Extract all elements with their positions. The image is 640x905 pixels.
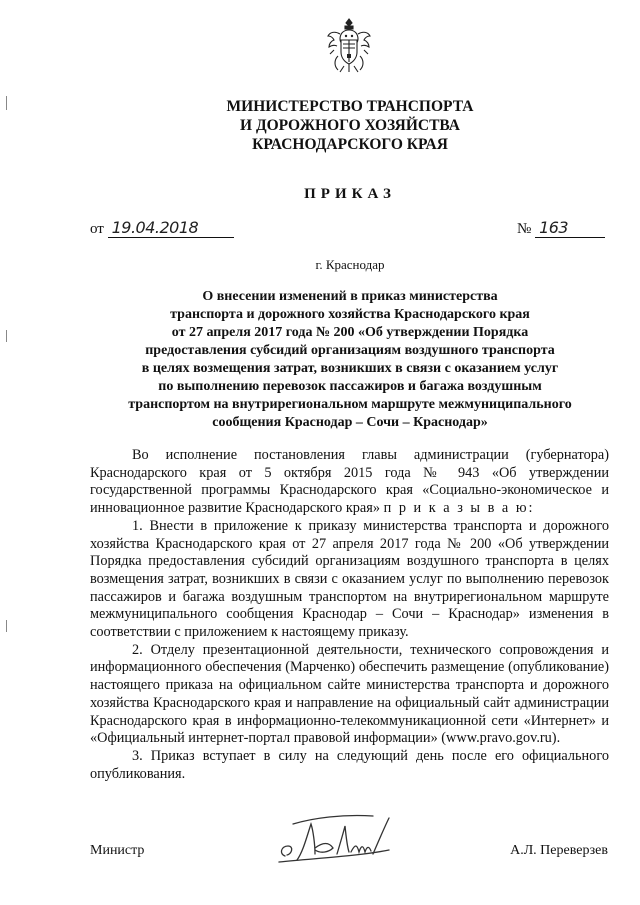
document-type-title: ПРИКАЗ bbox=[304, 186, 396, 202]
subject-line: в целях возмещения затрат, возникших в связи с оказанием услуг bbox=[141, 361, 559, 376]
scan-edge-mark bbox=[6, 620, 7, 632]
signer-position: Министр bbox=[90, 843, 145, 858]
number-prefix: № bbox=[517, 221, 532, 237]
subject-line: О внесении изменений в приказ министерства bbox=[202, 289, 498, 304]
subject-line: предоставления субсидий организациям воздушного транспорта bbox=[145, 343, 555, 358]
signer-name: А.Л. Переверзев bbox=[510, 843, 608, 858]
order-word: п р и к а з ы в а ю: bbox=[383, 500, 535, 517]
city-name: г. Краснодар bbox=[315, 257, 385, 272]
order-body bbox=[90, 447, 609, 783]
handwritten-signature bbox=[275, 808, 415, 866]
intro-text: Во исполнение постановления главы администрации (губернатора) Краснодарского края от 5 октября 2015 года № 943 «Об утверждении государственной программы Краснодарского края «Социально-экономическое и инновационное развитие Краснодарского края» bbox=[90, 447, 609, 517]
ministry-name bbox=[150, 97, 550, 154]
handwritten-date: 19.04.2018 bbox=[108, 218, 234, 238]
date-prefix: от bbox=[90, 221, 104, 237]
ministry-line: КРАСНОДАРСКОГО КРАЯ bbox=[252, 136, 448, 153]
scan-edge-mark bbox=[6, 96, 7, 110]
order-date bbox=[90, 218, 234, 238]
subject-line: сообщения Краснодар – Сочи – Краснодар» bbox=[212, 415, 488, 430]
handwritten-number: 163 bbox=[535, 218, 605, 238]
order-item-2: 2. Отделу презентационной деятельности, технического сопровождения и информационного обеспечения (Марченко) обеспечить размещение (опубликование) настоящего приказа на официальном сайте министерства транспорта и дорожного хозяйства Краснодарского края и направление на официальный сайт администрации Краснодарского края в информационно-телекоммуникационной сети «Интернет» и «Официальный интернет-портал правовой информации» (www.pravo.gov.ru). bbox=[90, 641, 609, 747]
subject-line: от 27 апреля 2017 года № 200 «Об утверждении Порядка bbox=[171, 325, 529, 340]
subject-line: транспорта и дорожного хозяйства Краснодарского края bbox=[170, 307, 530, 322]
order-item-1: 1. Внести в приложение к приказу министерства транспорта и дорожного хозяйства Краснодарского края от 27 апреля 2017 года № 200 «Об утверждении Порядка предоставления субсидий организациям воздушного транспорта в целях возмещения затрат, возникших в связи с оказанием услуг по выполнению перевозок пассажиров и багажа воздушным транспортом на внутрирегиональном маршруте межмуниципального сообщения Краснодар – Сочи – Краснодар» изменения в соответствии с приложением к настоящему приказу. bbox=[90, 517, 609, 641]
subject-line: по выполнению перевозок пассажиров и багажа воздушным bbox=[158, 379, 542, 394]
scan-edge-mark bbox=[6, 330, 7, 342]
order-item-3: 3. Приказ вступает в силу на следующий день после его официального опубликования. bbox=[90, 747, 609, 782]
intro-paragraph bbox=[90, 447, 609, 518]
subject-line: транспортом на внутрирегиональном маршруте межмуниципального bbox=[128, 397, 572, 412]
coat-of-arms-icon bbox=[326, 16, 372, 74]
order-number bbox=[517, 218, 605, 238]
ministry-line: МИНИСТЕРСТВО ТРАНСПОРТА bbox=[226, 98, 474, 115]
order-subject bbox=[110, 288, 590, 432]
ministry-line: И ДОРОЖНОГО ХОЗЯЙСТВА bbox=[240, 117, 460, 134]
